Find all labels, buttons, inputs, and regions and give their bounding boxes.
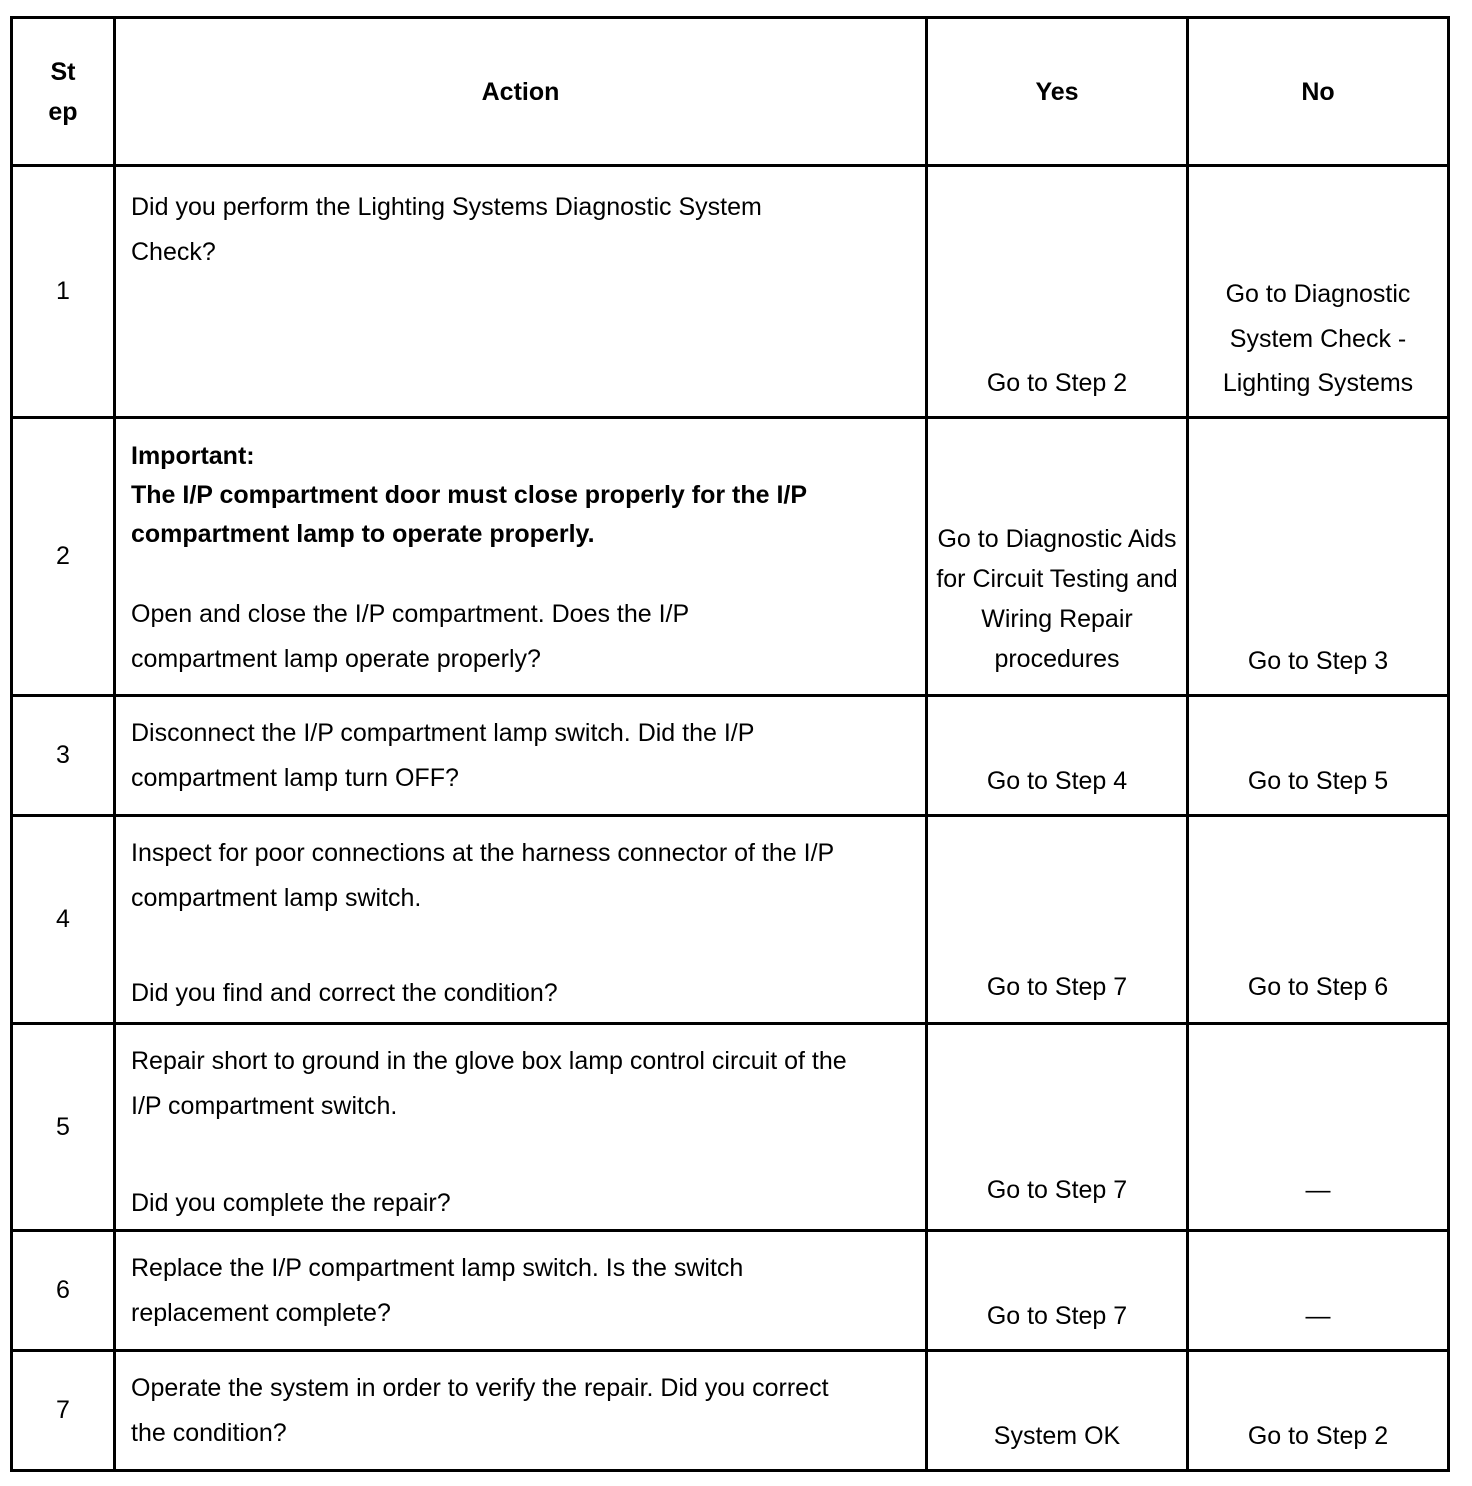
no-text: Go to Step 3 bbox=[1247, 647, 1389, 675]
action-text: Replace the I/P compartment lamp switch. Is the switch replacement complete? bbox=[131, 1254, 744, 1327]
header-yes: Yes bbox=[927, 18, 1188, 166]
diagnostic-table-sheet bbox=[10, 16, 1447, 1472]
no-cell bbox=[1188, 418, 1449, 696]
action-text: Disconnect the I/P compartment lamp switch. Did the I/P compartment lamp turn OFF? bbox=[131, 719, 754, 792]
spacer bbox=[131, 1129, 855, 1181]
action-cell bbox=[115, 1231, 927, 1351]
header-action: Action bbox=[115, 18, 927, 166]
table-row bbox=[12, 1351, 1449, 1471]
no-text: Go to Step 6 bbox=[1247, 973, 1389, 1001]
step-number: 1 bbox=[12, 166, 115, 418]
important-label: Important: bbox=[131, 442, 255, 470]
action-text: Inspect for poor connections at the harness connector of the I/P compartment lamp switch. bbox=[131, 839, 834, 912]
yes-cell bbox=[927, 1231, 1188, 1351]
no-cell bbox=[1188, 1024, 1449, 1231]
table-header-row bbox=[12, 18, 1449, 166]
table-row bbox=[12, 1024, 1449, 1231]
yes-cell bbox=[927, 1351, 1188, 1471]
action-cell bbox=[115, 1024, 927, 1231]
yes-text: System OK bbox=[993, 1422, 1121, 1450]
table-row bbox=[12, 166, 1449, 418]
action-cell bbox=[115, 418, 927, 696]
table-row bbox=[12, 1231, 1449, 1351]
yes-text: Go to Step 4 bbox=[986, 767, 1128, 795]
yes-cell bbox=[927, 418, 1188, 696]
no-cell bbox=[1188, 1351, 1449, 1471]
no-text: Go to Step 2 bbox=[1247, 1422, 1389, 1450]
step-number: 7 bbox=[12, 1351, 115, 1471]
action-question: Did you find and correct the condition? bbox=[131, 979, 558, 1007]
no-cell bbox=[1188, 696, 1449, 816]
action-cell bbox=[115, 696, 927, 816]
diagnostic-table bbox=[10, 16, 1450, 1472]
yes-text: Go to Step 7 bbox=[986, 1176, 1128, 1204]
no-cell bbox=[1188, 166, 1449, 418]
no-cell bbox=[1188, 816, 1449, 1024]
yes-cell bbox=[927, 166, 1188, 418]
important-text: The I/P compartment door must close properly for the I/P compartment lamp to operate properly. bbox=[131, 481, 807, 548]
header-step: St ep bbox=[12, 18, 115, 166]
no-text: Go to Diagnostic System Check - Lighting Systems bbox=[1222, 280, 1414, 397]
action-text: Did you perform the Lighting Systems Diagnostic System Check? bbox=[131, 193, 762, 266]
yes-cell bbox=[927, 696, 1188, 816]
yes-cell bbox=[927, 1024, 1188, 1231]
yes-text: Go to Step 7 bbox=[986, 1302, 1128, 1330]
action-cell bbox=[115, 166, 927, 418]
action-text: Operate the system in order to verify the repair. Did you correct the condition? bbox=[131, 1374, 829, 1447]
action-text: Repair short to ground in the glove box lamp control circuit of the I/P compartment switch. bbox=[131, 1047, 847, 1120]
no-text: — bbox=[1305, 1176, 1331, 1204]
no-text: Go to Step 5 bbox=[1247, 767, 1389, 795]
yes-text: Go to Diagnostic Aids for Circuit Testing and Wiring Repair procedures bbox=[936, 525, 1178, 673]
yes-text: Go to Step 7 bbox=[986, 973, 1128, 1001]
table-row bbox=[12, 696, 1449, 816]
no-text: — bbox=[1305, 1302, 1331, 1330]
no-cell bbox=[1188, 1231, 1449, 1351]
step-number: 5 bbox=[12, 1024, 115, 1231]
table-row bbox=[12, 816, 1449, 1024]
spacer bbox=[131, 554, 895, 592]
step-number: 3 bbox=[12, 696, 115, 816]
action-question: Did you complete the repair? bbox=[131, 1189, 451, 1217]
yes-text: Go to Step 2 bbox=[986, 369, 1128, 397]
step-number: 4 bbox=[12, 816, 115, 1024]
spacer bbox=[131, 921, 835, 971]
header-no: No bbox=[1188, 18, 1449, 166]
table-row bbox=[12, 418, 1449, 696]
action-cell bbox=[115, 1351, 927, 1471]
step-number: 2 bbox=[12, 418, 115, 696]
action-cell bbox=[115, 816, 927, 1024]
step-number: 6 bbox=[12, 1231, 115, 1351]
action-text: Open and close the I/P compartment. Does the I/P compartment lamp operate properly? bbox=[131, 600, 689, 673]
yes-cell bbox=[927, 816, 1188, 1024]
